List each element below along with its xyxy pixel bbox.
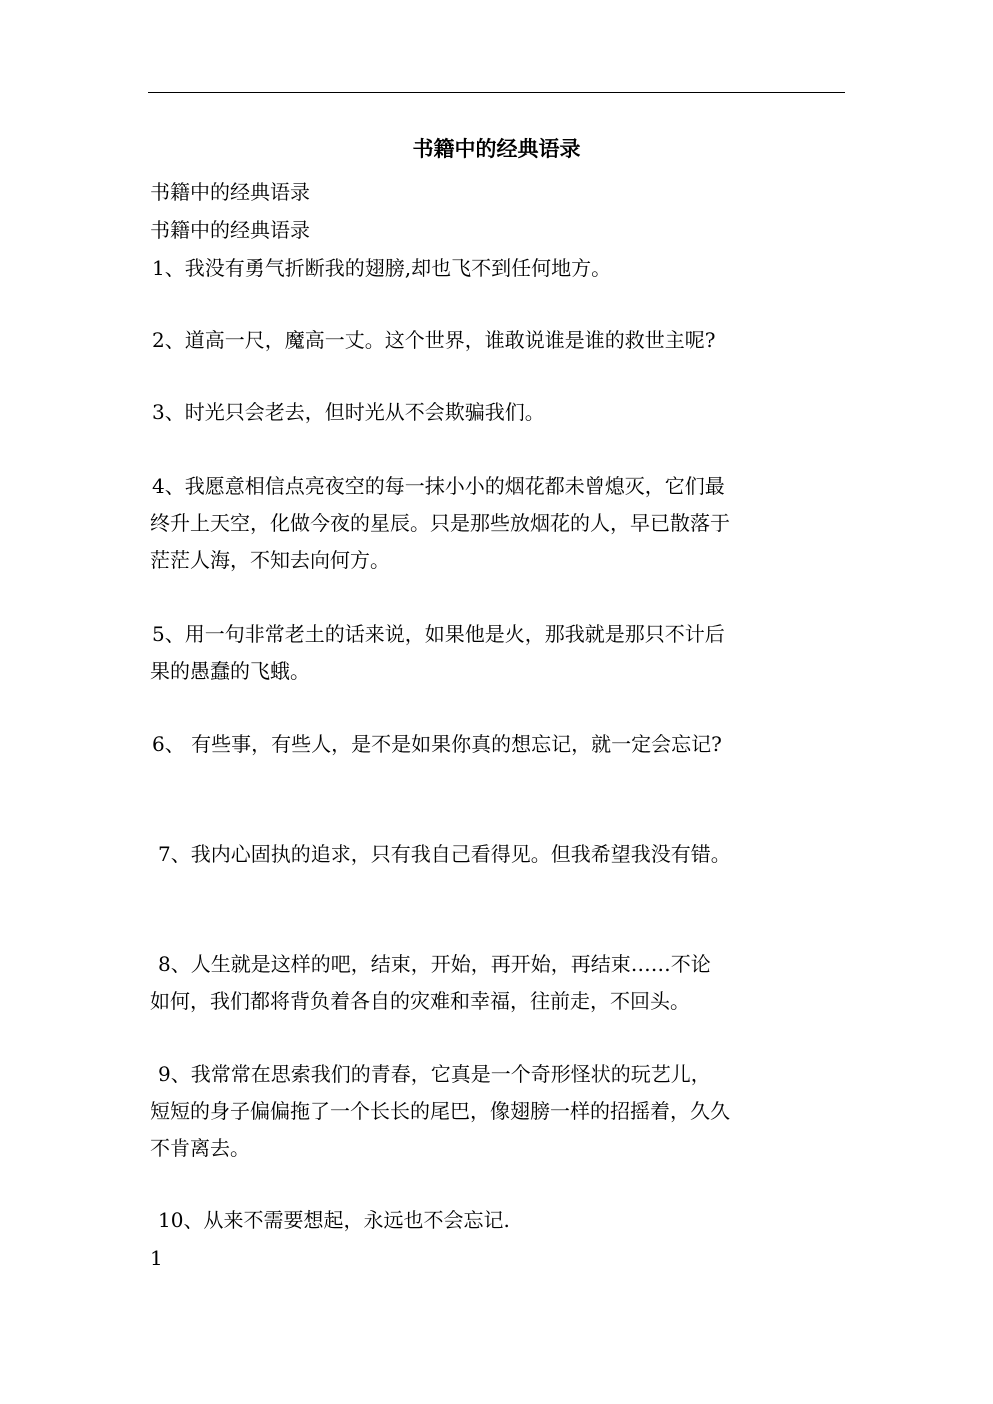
quote-10: 10、从来不需要想起，永远也不会忘记. xyxy=(158,1208,510,1232)
quote-5: 5、用一句非常老土的话来说，如果他是火，那我就是那只不计后 xyxy=(152,622,725,646)
quote-9-cont: 短短的身子偏偏拖了一个长长的尾巴，像翅膀一样的招摇着，久久 xyxy=(150,1099,730,1123)
quote-2: 2、道高一尺，魔高一丈。这个世界，谁敢说谁是谁的救世主呢? xyxy=(152,328,716,352)
quote-9-cont: 不肯离去。 xyxy=(150,1136,250,1160)
quote-1: 1、我没有勇气折断我的翅膀,却也飞不到任何地方。 xyxy=(152,256,612,280)
page-number: 1 xyxy=(150,1246,163,1270)
subtitle-line: 书籍中的经典语录 xyxy=(150,218,310,242)
quote-4: 4、我愿意相信点亮夜空的每一抹小小的烟花都未曾熄灭，它们最 xyxy=(152,474,725,498)
document-title: 书籍中的经典语录 xyxy=(412,136,581,161)
quote-6: 6、 有些事，有些人，是不是如果你真的想忘记，就一定会忘记? xyxy=(152,732,722,756)
quote-7: 7、我内心固执的追求，只有我自己看得见。但我希望我没有错。 xyxy=(158,842,731,866)
subtitle-line: 书籍中的经典语录 xyxy=(150,180,310,204)
header-rule xyxy=(148,92,845,93)
quote-8-cont: 如何，我们都将背负着各自的灾难和幸福，往前走，不回头。 xyxy=(150,989,690,1013)
quote-9: 9、我常常在思索我们的青春，它真是一个奇形怪状的玩艺儿， xyxy=(158,1062,711,1086)
quote-4-cont: 终升上天空，化做今夜的星辰。只是那些放烟花的人，早已散落于 xyxy=(150,511,730,535)
quote-8: 8、人生就是这样的吧，结束，开始，再开始，再结束……不论 xyxy=(158,952,711,976)
quote-4-cont: 茫茫人海，不知去向何方。 xyxy=(150,548,390,572)
quote-5-cont: 果的愚蠢的飞蛾。 xyxy=(150,659,310,683)
quote-3: 3、时光只会老去，但时光从不会欺骗我们。 xyxy=(152,400,545,424)
